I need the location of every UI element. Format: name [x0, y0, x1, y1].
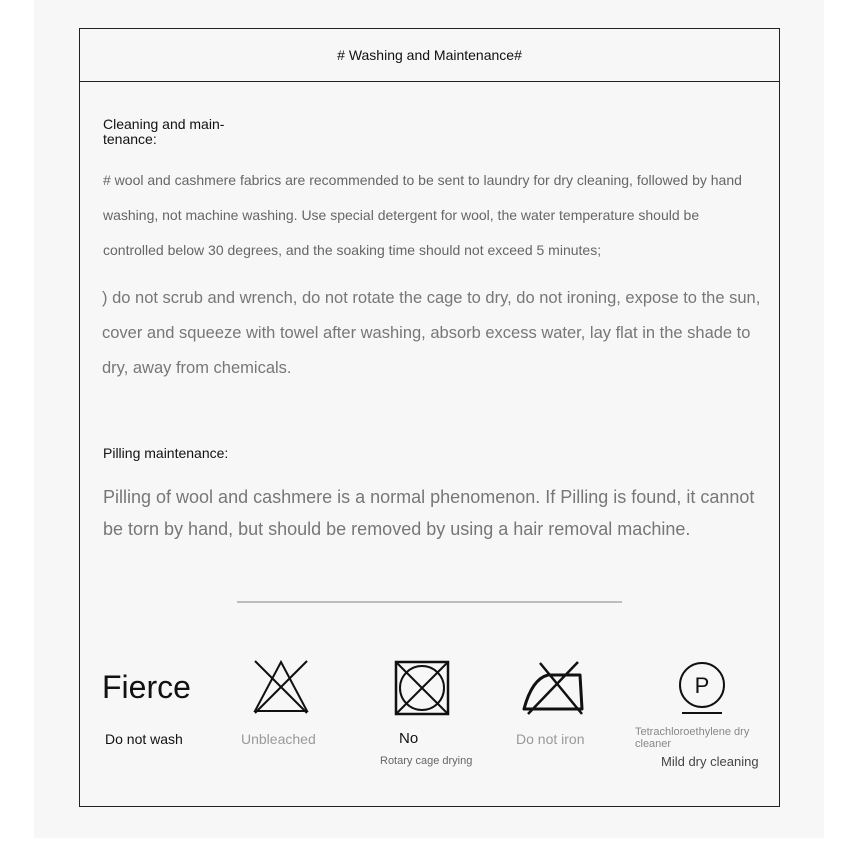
fierce-label: Fierce: [102, 669, 191, 705]
cleaning-heading-line2: tenance:: [103, 131, 157, 147]
rotary-cage-drying-caption: Rotary cage drying: [380, 755, 473, 767]
do-not-tumble-dry-icon: [394, 660, 450, 716]
page-title: # Washing and Maintenance#: [337, 47, 522, 63]
do-not-iron-caption: Do not iron: [516, 731, 585, 747]
pilling-paragraph: Pilling of wool and cashmere is a normal phenomenon. If Pilling is found, it cannot be torn by hand, but should be removed by using a hair removal machine.: [103, 487, 755, 539]
dry-clean-letter: P: [694, 673, 710, 698]
pilling-heading: Pilling maintenance:: [103, 445, 229, 461]
cleaning-heading-line1: Cleaning and main-: [103, 116, 225, 132]
cleaning-paragraph-1: # wool and cashmere fabrics are recommended to be sent to laundry for dry cleaning, followed by hand washing, not machine washing. Use special detergent for wool, the water temperature should be controlled below 30 degrees, and the soaking time should not exceed 5 minutes;: [103, 172, 742, 258]
do-not-bleach-icon: [252, 659, 310, 715]
panel-header: [80, 29, 779, 82]
do-not-wash-caption: Do not wash: [105, 731, 183, 747]
dry-clean-p-icon: [676, 659, 728, 717]
cleaning-heading: [103, 117, 224, 147]
tetrachloroethylene-caption: Tetrachloroethylene dry cleaner: [635, 726, 750, 750]
unbleached-caption: Unbleached: [241, 731, 316, 747]
care-instructions-panel: [79, 28, 780, 807]
mild-dry-cleaning-caption: Mild dry cleaning: [661, 754, 759, 769]
section-divider: [237, 601, 622, 603]
cleaning-paragraph-2: ) do not scrub and wrench, do not rotate the cage to dry, do not ironing, expose to the sun, cover and squeeze with towel after washing, absorb excess water, lay flat in the shade to dry, away from chemicals.: [102, 289, 761, 377]
no-caption: No: [399, 730, 419, 747]
do-not-iron-icon: [520, 659, 586, 715]
